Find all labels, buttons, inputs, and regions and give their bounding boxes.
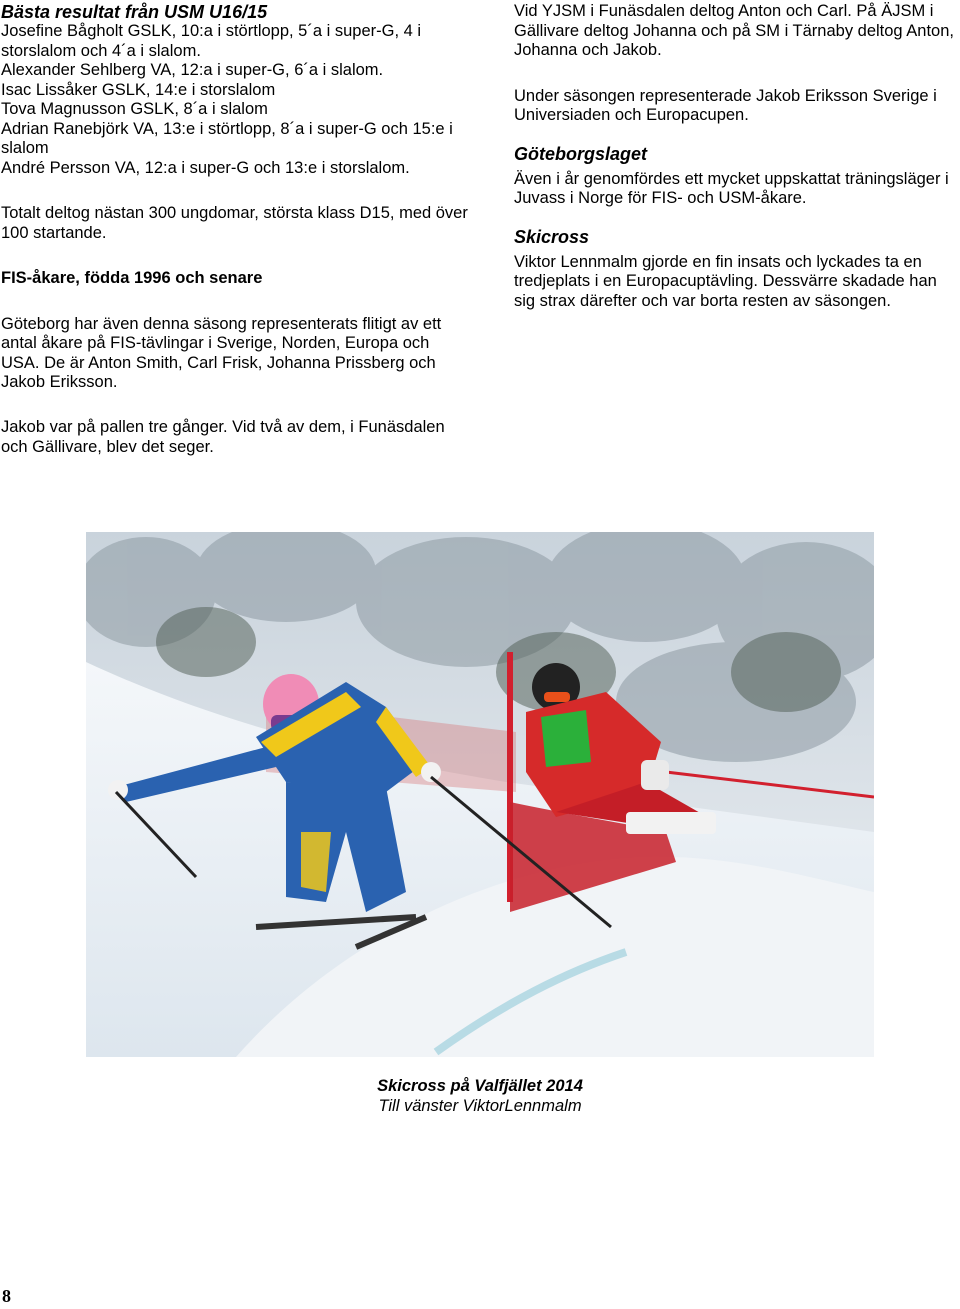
results-heading: Bästa resultat från USM U16/15 <box>1 2 268 22</box>
result-line: Adrian Ranebjörk VA, 13:e i störtlopp, 8´a i super-G och 15:e i slalom <box>1 119 453 157</box>
result-line: Alexander Sehlberg VA, 12:a i super-G, 6´a i slalom. <box>1 61 384 79</box>
goteborgslaget-paragraph: Även i år genomfördes ett mycket uppskattat träningsläger i Juvass i Norge för FIS- och USM-åkare. <box>514 169 949 207</box>
skicross-paragraph: Viktor Lennmalm gjorde en fin insats och lyckades ta en tredjeplats i en Europacuptävling. Dessvärre skadade han sig strax därefter och var borta resten av säsongen. <box>514 252 937 310</box>
left-column <box>1 2 471 393</box>
photo-caption-title: Skicross på Valfjället 2014 <box>377 1077 583 1095</box>
jakob-paragraph-wrap <box>1 418 471 457</box>
goteborgslaget-heading: Göteborgslaget <box>514 143 648 164</box>
fis-paragraph: Göteborg har även denna säsong representerats flitigt av ett antal åkare på FIS-tävlingar i Sverige, Norden, Europa och USA. De är Anton Smith, Carl Frisk, Johanna Prissberg och Jakob Eriksson. <box>1 314 442 391</box>
season-paragraph: Under säsongen representerade Jakob Eriksson Sverige i Universiaden och Europacupen. <box>514 86 937 124</box>
result-line: André Persson VA, 12:a i super-G och 13:e i storslalom. <box>1 158 410 177</box>
skicross-heading: Skicross <box>514 226 590 247</box>
page-number: 8 <box>2 1286 11 1306</box>
total-paragraph: Totalt deltog nästan 300 ungdomar, största klass D15, med över 100 startande. <box>1 204 468 242</box>
skicross-photo <box>86 532 874 1057</box>
result-line: Josefine Bågholt GSLK, 10:a i störtlopp, 5´a i super-G, 4 i storslalom och 4´a i slalom. <box>1 22 422 60</box>
result-line: Tova Magnusson GSLK, 8´a i slalom <box>1 100 268 118</box>
yjsm-paragraph: Vid YJSM i Funäsdalen deltog Anton och Carl. På ÄJSM i Gällivare deltog Johanna och på SM i Tärnaby deltog Anton, Johanna och Jakob. <box>514 2 954 59</box>
fis-heading: FIS-åkare, födda 1996 och senare <box>1 269 263 287</box>
result-line: Isac Lissåker GSLK, 14:e i storslalom <box>1 80 276 99</box>
jakob-paragraph: Jakob var på pallen tre gånger. Vid två av dem, i Funäsdalen och Gällivare, blev det seger. <box>1 418 445 456</box>
photo-caption-subtitle: Till vänster ViktorLennmalm <box>378 1097 582 1115</box>
right-column <box>514 2 960 311</box>
